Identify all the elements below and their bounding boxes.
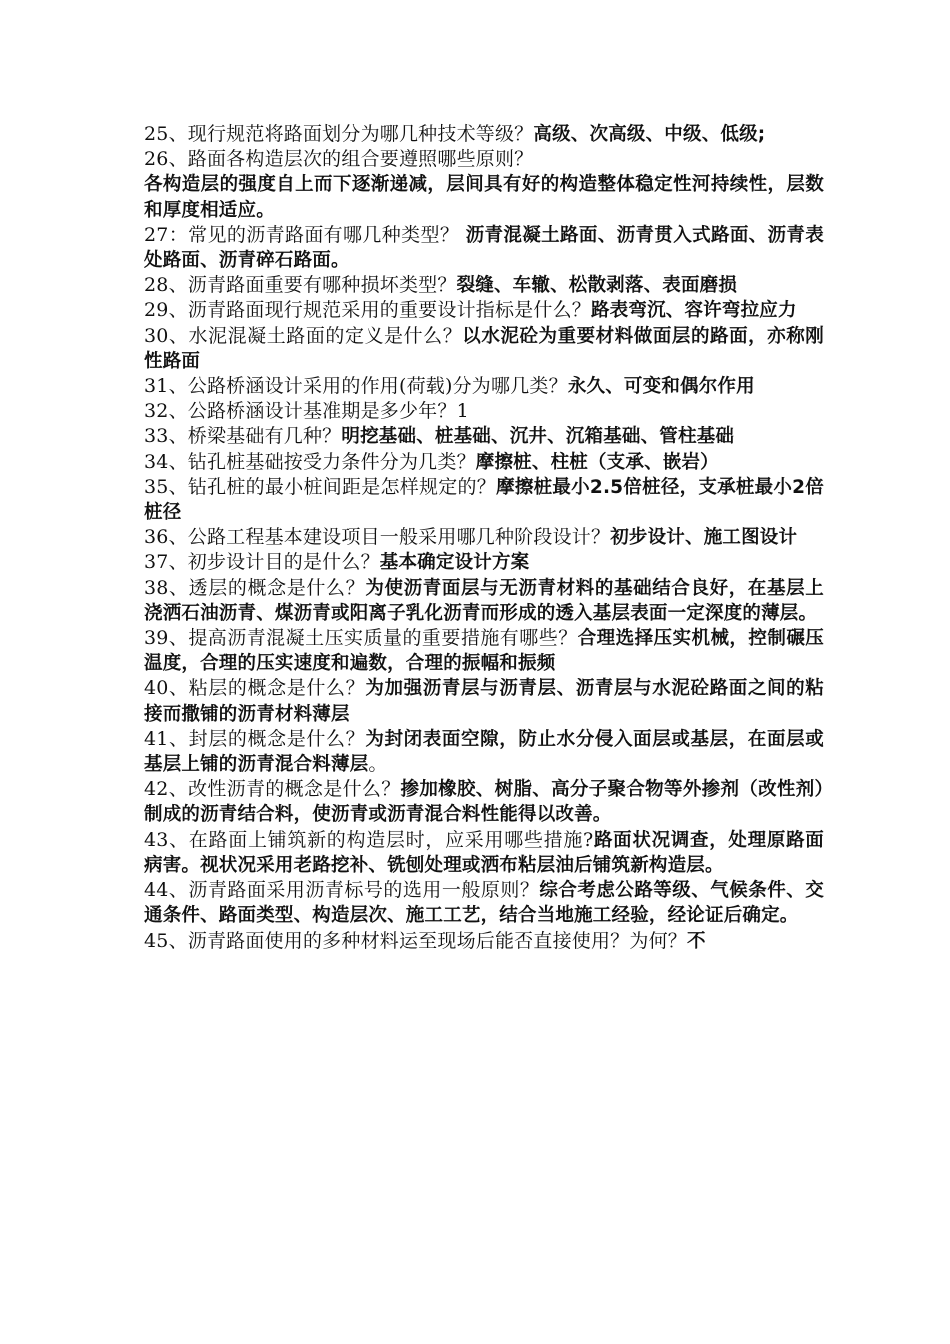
answer-text: 路面状况调查，处理原路面病害。视状况采用老路挖补、铣刨处理或洒布粘层油后铺筑新构造层。 bbox=[144, 829, 824, 876]
question-text: 26、路面各构造层次的组合要遵照哪些原则？ bbox=[144, 148, 534, 171]
qa-item-34 bbox=[144, 450, 824, 475]
question-text: 33、桥梁基础有几种？ bbox=[144, 425, 342, 448]
answer-text: 合理选择压实机械，控制碾压温度，合理的压实速度和遍数，合理的振幅和振频 bbox=[144, 628, 825, 675]
answer-text: 摩擦桩、柱桩（支承、嵌岩） bbox=[475, 451, 719, 473]
qa-item-33 bbox=[144, 424, 824, 449]
question-text: 42、改性沥青的概念是什么？ bbox=[144, 778, 401, 801]
answer-text: 永久、可变和偶尔作用 bbox=[567, 376, 755, 398]
question-text: 41、封层的概念是什么？ bbox=[144, 727, 366, 750]
question-text: 30、水泥混凝土路面的定义是什么？ bbox=[144, 324, 463, 347]
question-text: 32、公路桥涵设计基准期是多少年？1 bbox=[144, 400, 469, 423]
answer-text: 为使沥青面层与无沥青材料的基础结合良好，在基层上浇洒石油沥青、煤沥青或阳离子乳化沥青而形成的透入基层表面一定深度的薄层。 bbox=[144, 577, 824, 624]
answer-text: 初步设计、施工图设计 bbox=[610, 527, 798, 549]
question-text: 25、现行规范将路面划分为哪几种技术等级？ bbox=[144, 123, 534, 145]
qa-item-27 bbox=[144, 223, 824, 273]
question-text: 45、沥青路面使用的多种材料运至现场后能否直接使用？为何？ bbox=[144, 929, 687, 952]
question-text: 28、沥青路面重要有哪种损坏类型？ bbox=[144, 274, 457, 297]
answer-text: 明挖基础、桩基础、沉井、沉箱基础、管柱基础 bbox=[341, 426, 735, 448]
qa-item-28 bbox=[144, 273, 824, 298]
question-text: 43、在路面上铺筑新的构造层时，应采用哪些措施? bbox=[144, 828, 594, 851]
qa-item-45 bbox=[144, 929, 824, 954]
document-page bbox=[144, 122, 824, 954]
qa-item-41 bbox=[144, 727, 824, 777]
answer-text: 裂缝、车辙、松散剥落、表面磨损 bbox=[456, 275, 738, 297]
answer-text: 为封闭表面空隙，防止水分侵入面层或基层，在面层或基层上铺的沥青混合料薄层 bbox=[144, 728, 824, 776]
question-text: 35、钻孔桩的最小桩间距是怎样规定的？ bbox=[144, 475, 497, 498]
qa-item-30 bbox=[144, 324, 824, 374]
qa-item-25 bbox=[144, 122, 824, 147]
answer-text: 摩擦桩最小2.5倍桩径，支承桩最小2倍桩径 bbox=[144, 476, 824, 524]
question-text: 36、公路工程基本建设项目一般采用哪几种阶段设计？ bbox=[144, 526, 611, 549]
qa-item-26 bbox=[144, 147, 824, 223]
answer-text: 高级、次高级、中级、低级; bbox=[533, 124, 766, 145]
qa-item-31 bbox=[144, 374, 824, 399]
qa-item-39 bbox=[144, 626, 824, 676]
qa-item-44 bbox=[144, 878, 824, 928]
qa-item-40 bbox=[144, 676, 824, 726]
answer-text: 路表弯沉、容许弯拉应力 bbox=[590, 300, 797, 322]
answer-text: 各构造层的强度自上而下逐渐递减，层间具有好的构造整体稳定性河持续性，层数和厚度相适应。 bbox=[144, 174, 824, 221]
qa-item-38 bbox=[144, 576, 824, 626]
question-text: 29、沥青路面现行规范采用的重要设计指标是什么？ bbox=[144, 299, 591, 322]
answer-text: 不 bbox=[686, 930, 706, 952]
qa-item-42 bbox=[144, 777, 824, 827]
qa-item-36 bbox=[144, 525, 824, 550]
qa-item-29 bbox=[144, 298, 824, 323]
question-text: 37、初步设计目的是什么？ bbox=[144, 551, 380, 574]
answer-text: 掺加橡胶、树脂、高分子聚合物等外掺剂（改性剂）制成的沥青结合料，使沥青或沥青混合料性能得以改善。 bbox=[144, 779, 824, 826]
question-text: 40、粘层的概念是什么？ bbox=[144, 677, 366, 700]
qa-item-35 bbox=[144, 475, 824, 525]
answer-tail: 。 bbox=[368, 753, 388, 776]
question-text: 39、提高沥青混凝土压实质量的重要措施有哪些？ bbox=[144, 627, 578, 650]
qa-item-37 bbox=[144, 550, 824, 575]
question-text: 44、沥青路面采用沥青标号的选用一般原则？ bbox=[144, 879, 540, 902]
qa-item-43 bbox=[144, 828, 824, 878]
question-text: 31、公路桥涵设计采用的作用(荷载)分为哪几类？ bbox=[144, 375, 568, 398]
qa-item-32 bbox=[144, 399, 824, 424]
answer-text: 基本确定设计方案 bbox=[379, 552, 530, 574]
question-text: 34、钻孔桩基础按受力条件分为几类？ bbox=[144, 450, 476, 473]
answer-text: 为加强沥青层与沥青层、沥青层与水泥砼路面之间的粘接而撒铺的沥青材料薄层 bbox=[144, 678, 824, 725]
answer-text: 沥青混凝土路面、沥青贯入式路面、沥青表处路面、沥青碎石路面。 bbox=[144, 224, 824, 272]
question-text: 27：常见的沥青路面有哪几种类型？ bbox=[144, 223, 466, 246]
answer-text: 综合考虑公路等级、气候条件、交通条件、路面类型、构造层次、施工工艺，结合当地施工经验，经论证后确定。 bbox=[144, 880, 824, 927]
question-text: 38、透层的概念是什么？ bbox=[144, 576, 366, 599]
answer-text: 以水泥砼为重要材料做面层的路面，亦称刚性路面 bbox=[144, 325, 824, 372]
